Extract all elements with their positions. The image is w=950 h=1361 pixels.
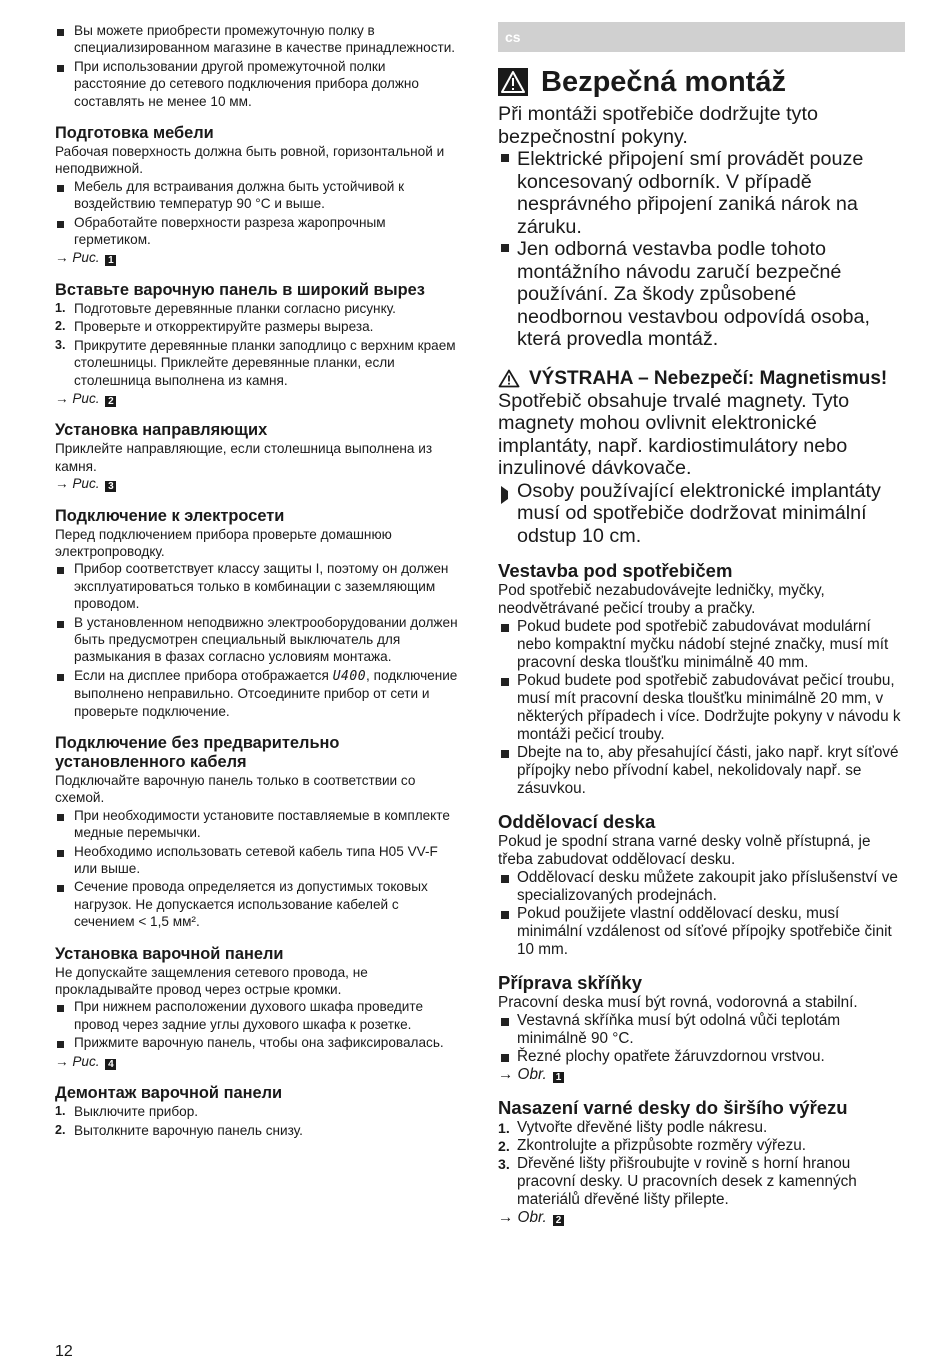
list-item: Řezné plochy opatřete žáruvzdornou vrstvou. xyxy=(498,1048,905,1066)
list-item: Osoby používající elektronické implantáty musí od spotřebiče dodržovat minimální odstup 10 cm. xyxy=(498,480,905,548)
bullet-list xyxy=(55,178,461,249)
bullet-list xyxy=(498,618,905,798)
figure-ref-text: → Obr. xyxy=(498,1209,547,1226)
page-number: 12 xyxy=(55,1343,73,1360)
figure-reference xyxy=(55,249,461,266)
list-item xyxy=(498,1137,905,1155)
list-item xyxy=(498,1119,905,1137)
warning-heading xyxy=(498,368,905,390)
bullet-list xyxy=(498,869,905,959)
list-item: Vestavná skříňka musí být odolná vůči teplotám minimálně 90 °C. xyxy=(498,1012,905,1048)
list-item: Вы можете приобрести промежуточную полку в специализированном магазине в качестве принадлежности. xyxy=(55,22,461,57)
figure-number-badge: 3 xyxy=(105,481,116,492)
paragraph: Перед подключением прибора проверьте домашнюю электропроводку. xyxy=(55,526,392,559)
figure-reference xyxy=(55,1053,461,1070)
list-item xyxy=(55,667,461,720)
section-heading: Установка направляющих xyxy=(55,421,268,440)
warning-icon xyxy=(498,68,528,96)
figure-reference xyxy=(498,1209,905,1227)
figure-ref-text: → Рис. xyxy=(55,250,100,266)
figure-number-badge: 1 xyxy=(553,1072,564,1083)
paragraph: Подключайте варочную панель только в соответствии со схемой. xyxy=(55,773,416,806)
step-text: Проверьте и откорректируйте размеры выреза. xyxy=(74,319,374,335)
section-heading: Подключение к электросети xyxy=(55,506,285,525)
list-item xyxy=(55,300,461,317)
intro-bullet-list xyxy=(55,22,461,110)
list-item: Oddělovací desku můžete zakoupit jako příslušenství ve specializovaných prodejnách. xyxy=(498,869,905,905)
list-item: При нижнем расположении духового шкафа проведите провод через задние углы духового шкафа к розетке. xyxy=(55,998,461,1033)
step-number: 1. xyxy=(55,1104,66,1119)
list-item: Jen odborná vestavba podle tohoto montážního návodu zaručí bezpečné používání. Za škody způsobené neodbornou vestavbou odpovídá osoba, která provedla montáž. xyxy=(498,238,905,351)
figure-ref-text: → Рис. xyxy=(55,1053,100,1069)
step-text: Прикрутите деревянные планки заподлицо с верхним краем столешницы. Приклейте деревянные планки, если столешница выполнена из камня. xyxy=(74,337,456,388)
list-item: Pokud budete pod spotřebič zabudovávat modulární nebo kompaktní myčku nádobí stejné značky, musí mít pracovní deska tloušťku minimálně 40 mm. xyxy=(498,618,905,672)
paragraph: Приклейте направляющие, если столешница выполнена из камня. xyxy=(55,441,433,474)
section-heading: Vestavba pod spotřebičem xyxy=(498,560,733,581)
list-item xyxy=(55,1103,461,1120)
list-item: Pokud budete pod spotřebič zabudovávat pečicí troubu, musí mít pracovní deska tloušťku minimálně 20 mm, v některých případech i více. Dodržujte pokyny v návodu k montáži pečicí trouby. xyxy=(498,672,905,744)
section-heading: Установка варочной панели xyxy=(55,944,284,963)
title-text: Bezpečná montáž xyxy=(541,66,786,98)
list-item xyxy=(55,318,461,335)
figure-number-badge: 4 xyxy=(105,1059,116,1070)
paragraph: Spotřebič obsahuje trvalé magnety. Tyto magnety mohou ovlivnit elektronické implantáty, např. kardiostimulátory nebo inzulinové dávkovače. xyxy=(498,389,850,479)
numbered-list xyxy=(498,1119,905,1209)
step-number: 3. xyxy=(498,1156,510,1172)
bullet-list xyxy=(55,998,461,1051)
warning-body xyxy=(498,390,905,548)
step-number: 1. xyxy=(55,300,66,315)
list-item: Необходимо использовать сетевой кабель типа H05 VV-F или выше. xyxy=(55,843,461,878)
list-item xyxy=(55,1122,461,1139)
figure-number-badge: 2 xyxy=(105,396,116,407)
step-text: Выключите прибор. xyxy=(74,1104,199,1120)
section-heading: Nasazení varné desky do širšího výřezu xyxy=(498,1097,848,1118)
step-number: 1. xyxy=(498,1120,510,1136)
page-title xyxy=(498,64,905,100)
step-number: 3. xyxy=(55,337,66,352)
text-fragment: Если на дисплее прибора отображается xyxy=(74,667,329,683)
list-item: Мебель для встраивания должна быть устойчивой к воздействию температур 90 °C и выше. xyxy=(55,178,461,213)
paragraph: Pokud je spodní strana varné desky volně přístupná, je třeba zabudovat oddělovací desku. xyxy=(498,833,871,868)
section-heading: Подключение без предварительно установленного кабеля xyxy=(55,734,340,771)
bullet-list xyxy=(498,1012,905,1066)
numbered-list xyxy=(55,1103,461,1139)
text-fragment: , подключение выполнено неправильно. Отсоедините прибор от сети и проверьте подключение. xyxy=(74,667,458,719)
safety-intro xyxy=(498,103,905,351)
step-text: Вытолкните варочную панель снизу. xyxy=(74,1122,303,1138)
step-text: Vytvořte dřevěné lišty podle nákresu. xyxy=(517,1119,768,1136)
step-number: 2. xyxy=(498,1138,510,1154)
warning-heading-text: VÝSTRAHA – Nebezpečí: Magnetismus! xyxy=(529,367,888,389)
paragraph: Pracovní deska musí být rovná, vodorovná a stabilní. xyxy=(498,994,858,1011)
figure-ref-text: → Рис. xyxy=(55,390,100,406)
bullet-list xyxy=(498,148,905,351)
section-heading: Příprava skříňky xyxy=(498,972,642,993)
figure-number-badge: 1 xyxy=(105,255,116,266)
numbered-list xyxy=(55,300,461,389)
figure-ref-text: → Obr. xyxy=(498,1066,547,1083)
step-text: Zkontrolujte a přizpůsobte rozměry výřezu. xyxy=(517,1137,807,1154)
step-number: 2. xyxy=(55,1122,66,1137)
list-item xyxy=(498,1155,905,1209)
paragraph: Рабочая поверхность должна быть ровной, горизонтальной и неподвижной. xyxy=(55,144,445,177)
step-number: 2. xyxy=(55,319,66,334)
bullet-list xyxy=(55,560,461,720)
list-item: Прибор соответствует классу защиты I, поэтому он должен эксплуатироваться только в комбинации с заземляющим проводом. xyxy=(55,560,461,612)
figure-reference xyxy=(55,390,461,407)
step-text: Dřevěné lišty přišroubujte v rovině s horní hranou pracovní desky. U pracovních desek z kamenných materiálů dřevěné lišty přilepte. xyxy=(517,1155,857,1208)
list-item: Сечение провода определяется из допустимых токовых нагрузок. Не допускается использование кабелей с сечением < 1,5 мм². xyxy=(55,878,461,930)
language-bar: cs xyxy=(498,22,905,52)
list-item: Dbejte na to, aby přesahující části, jako např. kryt síťové přípojky nebo přívodní kabel, nekolidovaly např. se zásuvkou. xyxy=(498,744,905,798)
figure-reference xyxy=(55,475,461,492)
figure-ref-text: → Рис. xyxy=(55,476,100,492)
figure-number-badge: 2 xyxy=(553,1215,564,1226)
list-item: Прижмите варочную панель, чтобы она зафиксировалась. xyxy=(55,1034,461,1051)
list-item: В установленном неподвижно электрооборудовании должен быть предусмотрен специальный выключатель для размыкания в фазах согласно условиям монтажа. xyxy=(55,614,461,666)
figure-reference xyxy=(498,1066,905,1084)
list-item xyxy=(55,337,461,389)
list-item: Обработайте поверхности разреза жаропрочным герметиком. xyxy=(55,214,461,249)
paragraph: Не допускайте защемления сетевого провода, не прокладывайте провод через острые кромки. xyxy=(55,964,368,998)
step-text: Подготовьте деревянные планки согласно рисунку. xyxy=(74,300,396,316)
section-heading: Вставьте варочную панель в широкий вырез xyxy=(55,280,425,299)
warning-triangle-icon xyxy=(498,369,520,388)
section-heading: Oddělovací deska xyxy=(498,811,656,832)
display-code: U400 xyxy=(332,668,367,684)
left-column xyxy=(55,22,461,1140)
action-list xyxy=(498,480,905,548)
paragraph: Pod spotřebič nezabudovávejte ledničky, myčky, neodvětrávané pečicí trouby a pračky. xyxy=(498,582,825,617)
section-heading: Подготовка мебели xyxy=(55,124,214,143)
list-item: При использовании другой промежуточной полки расстояние до сетевого подключения прибора должно составлять не менее 10 мм. xyxy=(55,58,461,110)
bullet-list xyxy=(55,807,461,931)
section-heading: Демонтаж варочной панели xyxy=(55,1084,283,1103)
list-item: При необходимости установите поставляемые в комплекте медные перемычки. xyxy=(55,807,461,842)
list-item: Elektrické připojení smí provádět pouze koncesovaný odborník. V případě nesprávného připojení zaniká nárok na záruku. xyxy=(498,148,905,238)
right-column xyxy=(498,22,905,1227)
paragraph: Při montáži spotřebiče dodržujte tyto bezpečnostní pokyny. xyxy=(498,103,818,148)
list-item: Pokud použijete vlastní oddělovací desku, musí minimální vzdálenost od síťové přípojky spotřebiče činit 10 mm. xyxy=(498,905,905,959)
